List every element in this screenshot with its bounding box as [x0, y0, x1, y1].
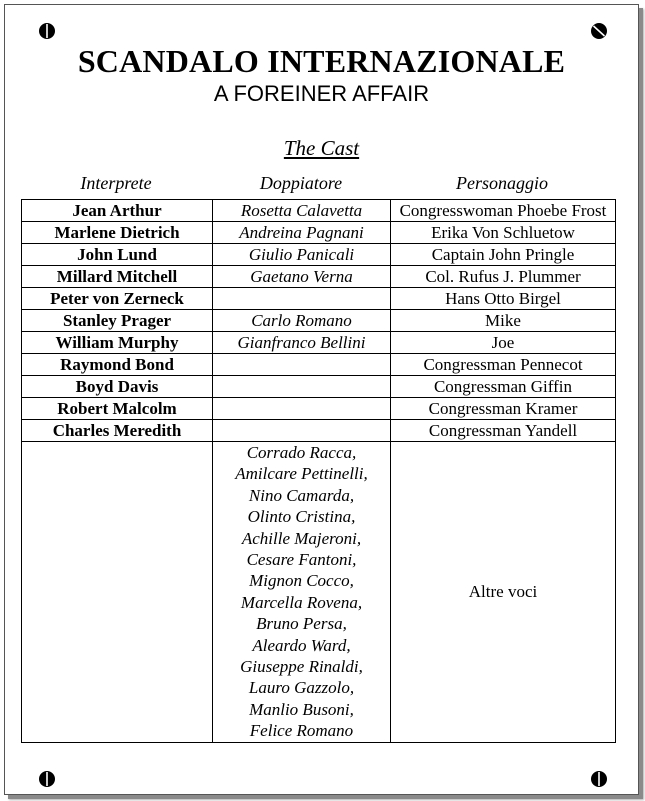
dubber-cell: Gaetano Verna — [213, 266, 391, 288]
column-header-doppiatore: Doppiatore — [259, 173, 343, 193]
dubber-cell — [213, 376, 391, 398]
actor-cell: Stanley Prager — [22, 310, 213, 332]
dubber-cell: Giulio Panicali — [213, 244, 391, 266]
table-row-other-voices — [22, 442, 616, 743]
page-title: SCANDALO INTERNAZIONALE — [77, 43, 566, 79]
screw-icon — [590, 770, 608, 788]
list-item: Achille Majeroni, — [241, 528, 362, 548]
table-row — [22, 222, 616, 244]
dubber-cell — [213, 398, 391, 420]
character-cell: Erika Von Schluetow — [391, 222, 616, 244]
dubber-cell: Gianfranco Bellini — [213, 332, 391, 354]
dubber-cell — [213, 420, 391, 442]
actor-cell-empty — [22, 442, 213, 743]
character-cell: Captain John Pringle — [391, 244, 616, 266]
dubber-cell: Carlo Romano — [213, 310, 391, 332]
table-row — [22, 200, 616, 222]
list-item: Manlio Busoni, — [249, 699, 354, 719]
list-item: Felice Romano — [249, 721, 354, 741]
actor-cell: Jean Arthur — [22, 200, 213, 222]
column-header-interprete: Interprete — [80, 173, 152, 193]
table-row — [22, 354, 616, 376]
dubber-cell — [213, 288, 391, 310]
other-voices-character-cell: Altre voci — [391, 442, 616, 743]
character-cell: Congressman Yandell — [391, 420, 616, 442]
screw-icon — [590, 22, 608, 40]
actor-cell: John Lund — [22, 244, 213, 266]
list-item: Cesare Fantoni, — [246, 550, 357, 570]
list-item: Lauro Gazzolo, — [248, 678, 355, 698]
table-row — [22, 244, 616, 266]
character-cell: Col. Rufus J. Plummer — [391, 266, 616, 288]
table-row — [22, 288, 616, 310]
table-row — [22, 310, 616, 332]
other-voices-list — [215, 442, 388, 742]
list-item: Corrado Racca, — [246, 443, 357, 462]
character-cell: Hans Otto Birgel — [391, 288, 616, 310]
list-item: Mignon Cocco, — [249, 571, 354, 591]
page-subtitle: A FOREINER AFFAIR — [213, 81, 430, 106]
cast-heading: The Cast — [283, 136, 360, 160]
character-cell: Congressman Giffin — [391, 376, 616, 398]
list-item: Amilcare Pettinelli, — [235, 464, 368, 484]
table-row — [22, 266, 616, 288]
list-item: Olinto Cristina, — [247, 507, 356, 527]
screw-icon — [38, 22, 56, 40]
character-cell: Congresswoman Phoebe Frost — [391, 200, 616, 222]
list-item: Marcella Rovena, — [240, 592, 363, 612]
other-voices-cell — [213, 442, 391, 743]
column-header-personaggio: Personaggio — [456, 173, 548, 193]
character-cell: Congressman Kramer — [391, 398, 616, 420]
character-cell: Congressman Pennecot — [391, 354, 616, 376]
actor-cell: Millard Mitchell — [22, 266, 213, 288]
actor-cell: William Murphy — [22, 332, 213, 354]
actor-cell: Marlene Dietrich — [22, 222, 213, 244]
dubber-cell: Rosetta Calavetta — [213, 200, 391, 222]
list-item: Nino Camarda, — [248, 485, 355, 505]
actor-cell: Peter von Zerneck — [22, 288, 213, 310]
cast-table — [21, 199, 616, 743]
dubber-cell: Andreina Pagnani — [213, 222, 391, 244]
actor-cell: Raymond Bond — [22, 354, 213, 376]
actor-cell: Boyd Davis — [22, 376, 213, 398]
table-row — [22, 420, 616, 442]
dubber-cell — [213, 354, 391, 376]
table-row — [22, 332, 616, 354]
cast-plaque — [4, 4, 639, 795]
screw-icon — [38, 770, 56, 788]
character-cell: Mike — [391, 310, 616, 332]
list-item: Bruno Persa, — [256, 614, 347, 634]
table-row — [22, 376, 616, 398]
list-item: Giuseppe Rinaldi, — [240, 657, 363, 677]
table-row — [22, 398, 616, 420]
list-item: Aleardo Ward, — [252, 635, 351, 655]
actor-cell: Robert Malcolm — [22, 398, 213, 420]
actor-cell: Charles Meredith — [22, 420, 213, 442]
character-cell: Joe — [391, 332, 616, 354]
